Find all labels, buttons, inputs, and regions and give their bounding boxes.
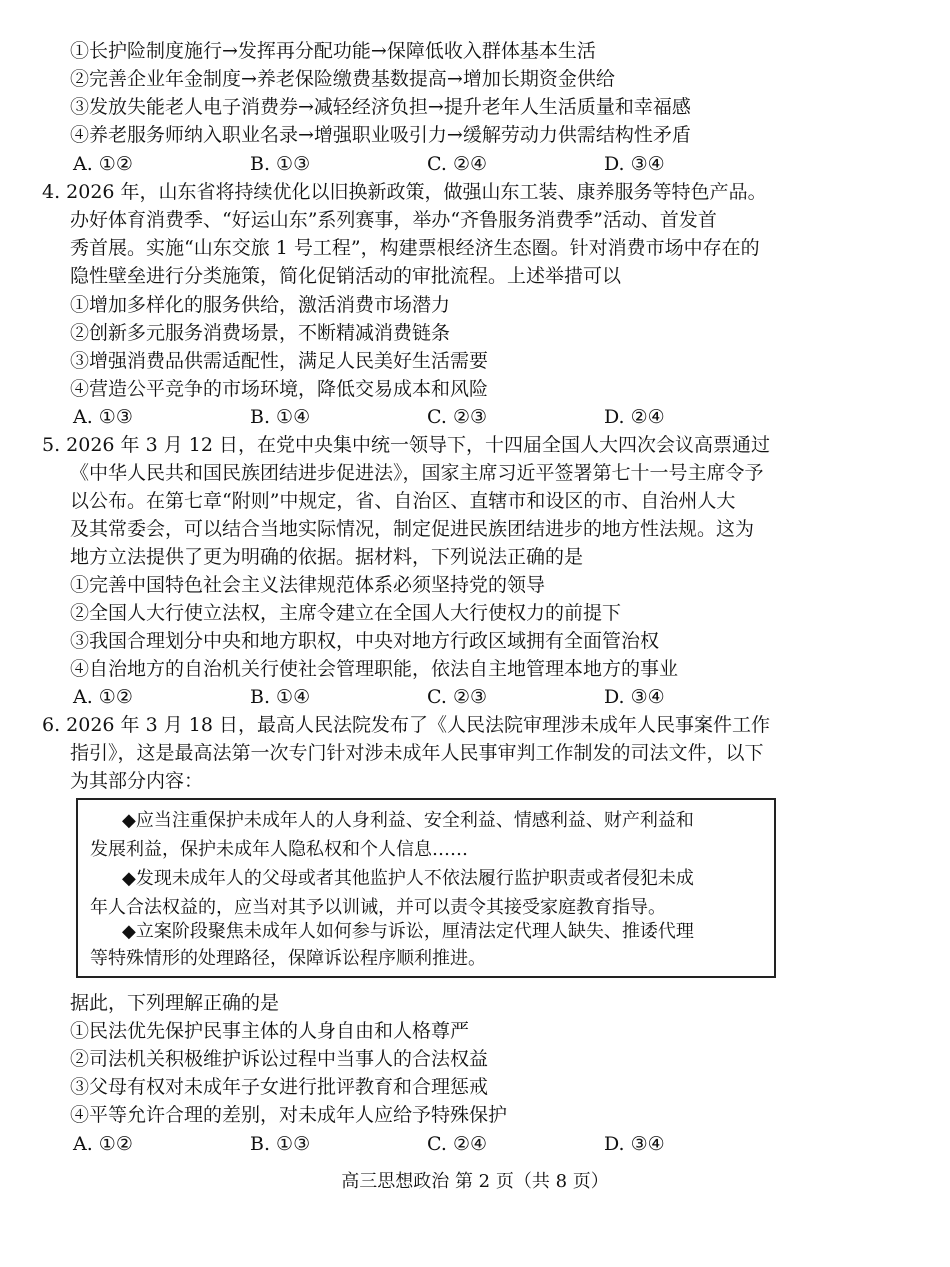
q4-item-4: ④营造公平竞争的市场环境，降低交易成本和风险 xyxy=(70,378,489,400)
q3-options xyxy=(73,150,873,178)
box-line-3: ◆发现未成年人的父母或者其他监护人不依法履行监护职责或者侵犯未成 xyxy=(122,868,694,889)
q3-item-1: ①长护险制度施行→发挥再分配功能→保障低收入群体基本生活 xyxy=(70,40,596,62)
q4-stem-line-2: 办好体育消费季、“好运山东”系列赛事，举办“齐鲁服务消费季”活动、首发首 xyxy=(70,209,717,231)
q3-option-d: D. ③④ xyxy=(604,153,665,175)
q5-option-a: A. ①② xyxy=(73,686,133,708)
box-line-4: 年人合法权益的，应当对其予以训诫，并可以责令其接受家庭教育指导。 xyxy=(90,897,666,918)
q4-options xyxy=(73,403,873,431)
q6-item-2: ②司法机关积极维护诉讼过程中当事人的合法权益 xyxy=(70,1048,489,1070)
box-line-6: 等特殊情形的处理路径，保障诉讼程序顺利推进。 xyxy=(90,948,486,969)
q3-option-c: C. ②④ xyxy=(427,153,488,175)
page-footer: 高三思想政治 第 2 页（共 8 页） xyxy=(341,1171,609,1192)
q4-item-1: ①增加多样化的服务供给，激活消费市场潜力 xyxy=(70,294,451,316)
q5-stem-line-4: 及其常委会，可以结合当地实际情况，制定促进民族团结进步的地方性法规。这为 xyxy=(70,518,755,540)
q6-option-c: C. ②④ xyxy=(427,1133,488,1155)
q6-option-a: A. ①② xyxy=(73,1133,133,1155)
q4-stem-line-4: 隐性壁垒进行分类施策，简化促销活动的审批流程。上述举措可以 xyxy=(70,265,622,287)
q5-options xyxy=(73,683,873,711)
q3-item-2: ②完善企业年金制度→养老保险缴费基数提高→增加长期资金供给 xyxy=(70,68,615,90)
q6-item-3: ③父母有权对未成年子女进行批评教育和合理惩戒 xyxy=(70,1076,489,1098)
q4-option-c: C. ②③ xyxy=(427,406,488,428)
q5-stem-line-1: 5. 2026 年 3 月 12 日，在党中央集中统一领导下，十四届全国人大四次会议高票通过 xyxy=(42,434,770,456)
q6-option-d: D. ③④ xyxy=(604,1133,665,1155)
q4-stem-line-1: 4. 2026 年，山东省将持续优化以旧换新政策，做强山东工装、康养服务等特色产品。 xyxy=(42,181,767,203)
q6-stem-line-1: 6. 2026 年 3 月 18 日，最高人民法院发布了《人民法院审理涉未成年人民事案件工作 xyxy=(42,714,770,736)
q5-stem-line-2: 《中华人民共和国民族团结进步促进法》，国家主席习近平签署第七十一号主席令予 xyxy=(70,462,764,484)
q5-option-b: B. ①④ xyxy=(250,686,311,708)
q3-option-a: A. ①② xyxy=(73,153,133,175)
q6-option-b: B. ①③ xyxy=(250,1133,311,1155)
q4-option-d: D. ②④ xyxy=(604,406,665,428)
q3-item-3: ③发放失能老人电子消费券→减轻经济负担→提升老年人生活质量和幸福感 xyxy=(70,96,691,118)
box-line-5: ◆立案阶段聚焦未成年人如何参与诉讼，厘清法定代理人缺失、推诿代理 xyxy=(122,921,694,942)
q3-item-4: ④养老服务师纳入职业名录→增强职业吸引力→缓解劳动力供需结构性矛盾 xyxy=(70,124,691,146)
q4-item-3: ③增强消费品供需适配性，满足人民美好生活需要 xyxy=(70,350,489,372)
q4-option-b: B. ①④ xyxy=(250,406,311,428)
q6-item-4: ④平等允许合理的差别，对未成年人应给予特殊保护 xyxy=(70,1104,508,1126)
q5-stem-line-3: 以公布。在第七章“附则”中规定，省、自治区、直辖市和设区的市、自治州人大 xyxy=(70,490,736,512)
q5-item-2: ②全国人大行使立法权，主席令建立在全国人大行使权力的前提下 xyxy=(70,602,622,624)
material-box xyxy=(76,798,776,978)
q5-item-4: ④自治地方的自治机关行使社会管理职能，依法自主地管理本地方的事业 xyxy=(70,658,679,680)
q5-item-1: ①完善中国特色社会主义法律规范体系必须坚持党的领导 xyxy=(70,574,546,596)
q4-stem-line-3: 秀首展。实施“山东交旅 1 号工程”，构建票根经济生态圈。针对消费市场中存在的 xyxy=(70,237,760,259)
q6-stem-line-3: 为其部分内容： xyxy=(70,770,204,792)
box-line-1: ◆应当注重保护未成年人的人身利益、安全利益、情感利益、财产利益和 xyxy=(122,810,694,831)
q4-option-a: A. ①③ xyxy=(73,406,133,428)
q5-option-d: D. ③④ xyxy=(604,686,665,708)
q6-item-1: ①民法优先保护民事主体的人身自由和人格尊严 xyxy=(70,1020,470,1042)
q6-options xyxy=(73,1130,873,1158)
q4-item-2: ②创新多元服务消费场景，不断精减消费链条 xyxy=(70,322,451,344)
q6-question: 据此，下列理解正确的是 xyxy=(70,992,280,1014)
q6-stem-line-2: 指引》，这是最高法第一次专门针对涉未成年人民事审判工作制发的司法文件，以下 xyxy=(70,742,764,764)
q5-option-c: C. ②③ xyxy=(427,686,488,708)
q5-item-3: ③我国合理划分中央和地方职权，中央对地方行政区域拥有全面管治权 xyxy=(70,630,660,652)
box-line-2: 发展利益，保护未成年人隐私权和个人信息…… xyxy=(90,839,468,860)
q3-option-b: B. ①③ xyxy=(250,153,311,175)
q5-stem-line-5: 地方立法提供了更为明确的依据。据材料，下列说法正确的是 xyxy=(70,546,584,568)
